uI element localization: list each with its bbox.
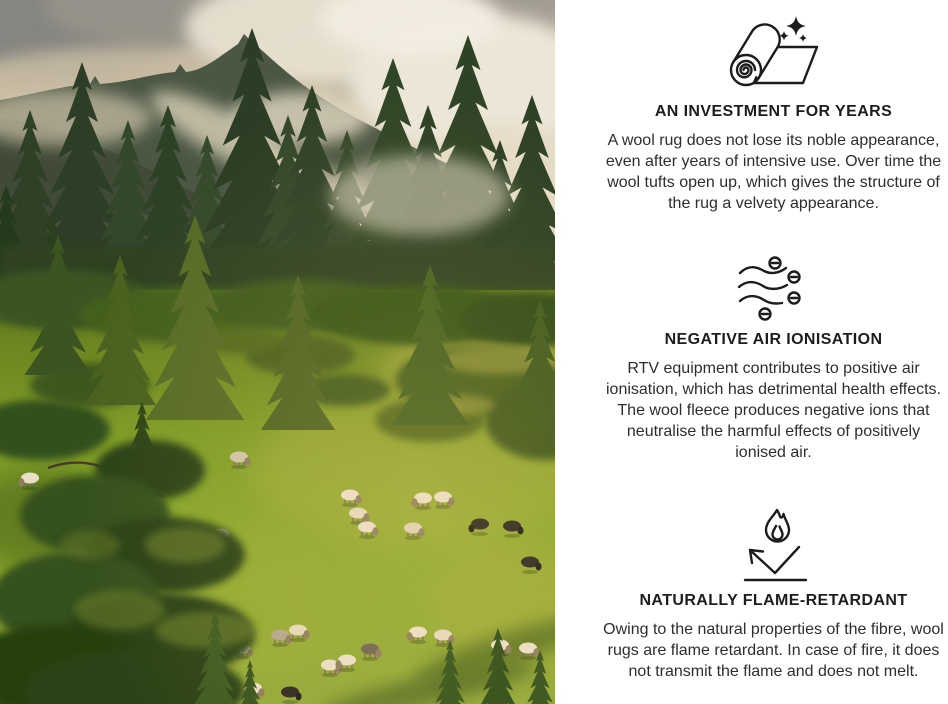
feature-investment	[603, 14, 944, 214]
feature-title: AN INVESTMENT FOR YEARS	[654, 103, 893, 120]
feature-flame	[603, 503, 944, 682]
rolled-rug-sparkle-icon	[603, 14, 944, 98]
feature-title: NATURALLY FLAME-RETARDANT	[639, 592, 908, 609]
feature-body: RTV equipment contributes to positive air ionisation, which has detrimental health effects. The wool fleece produces negative ions that neutralise the harmful effects of positively ionised air.	[605, 360, 941, 461]
negative-air-ionisation-icon	[603, 254, 944, 326]
flame-retardant-icon	[603, 503, 944, 587]
features-panel	[555, 0, 948, 704]
feature-body: A wool rug does not lose its noble appearance, even after years of intensive use. Over time the wool tufts open up, which gives the structure of the rug a velvety appearance.	[605, 132, 942, 212]
feature-ionisation	[603, 254, 944, 463]
feature-body: Owing to the natural properties of the fibre, wool rugs are flame retardant. In case of fire, it does not transmit the flame and does not melt.	[603, 621, 944, 680]
feature-title: NEGATIVE AIR IONISATION	[664, 331, 883, 348]
